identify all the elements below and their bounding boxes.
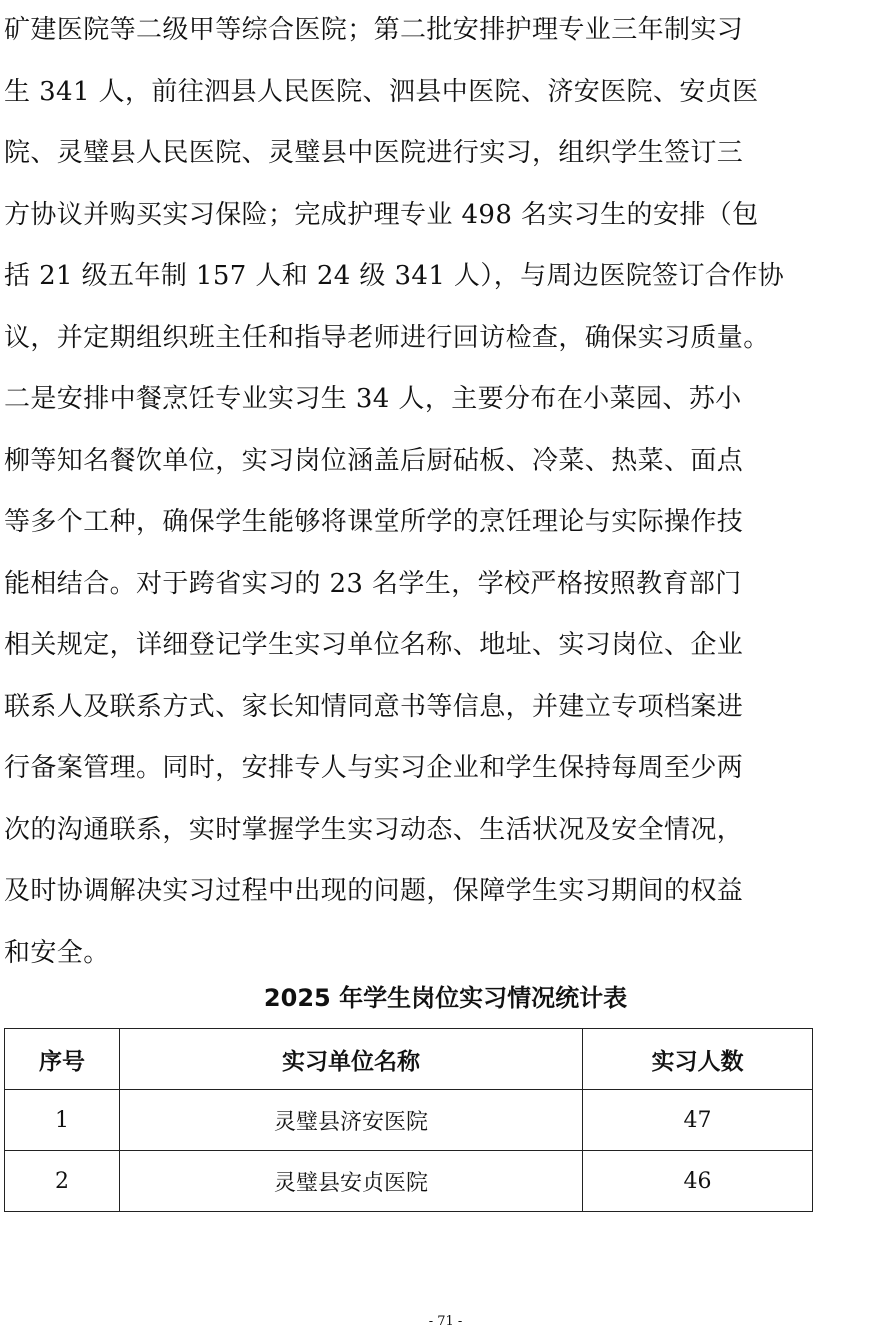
cell-unit-name: 灵璧县安贞医院 xyxy=(120,1151,583,1212)
page-number: - 71 - xyxy=(428,1314,463,1329)
paragraph-line: 联系人及联系方式、家长知情同意书等信息，并建立专项档案进 xyxy=(4,691,744,722)
header-intern-count: 实习人数 xyxy=(583,1029,813,1090)
paragraph-line: 柳等知名餐饮单位，实习岗位涵盖后厨砧板、冷菜、热菜、面点 xyxy=(4,445,744,476)
cell-no: 2 xyxy=(5,1151,120,1212)
internship-stats-table xyxy=(4,1028,813,1212)
paragraph-line: 二是安排中餐烹饪专业实习生 34 人，主要分布在小菜园、苏小 xyxy=(4,384,742,414)
paragraph-line: 次的沟通联系，实时掌握学生实习动态、生活状况及安全情况， xyxy=(4,814,744,845)
cell-unit-name: 灵璧县济安医院 xyxy=(120,1090,583,1151)
header-no: 序号 xyxy=(5,1029,120,1090)
cell-intern-count: 46 xyxy=(583,1151,813,1212)
paragraph-line: 及时协调解决实习过程中出现的问题，保障学生实习期间的权益 xyxy=(4,876,744,906)
paragraph-line: 院、灵璧县人民医院、灵璧县中医院进行实习，组织学生签订三 xyxy=(4,138,744,168)
paragraph-line: 生 341 人，前往泗县人民医院、泗县中医院、济安医院、安贞医 xyxy=(4,76,759,107)
body-paragraph xyxy=(4,0,872,984)
paragraph-line: 相关规定，详细登记学生实习单位名称、地址、实习岗位、企业 xyxy=(4,630,744,660)
table-row xyxy=(5,1090,813,1151)
cell-no: 1 xyxy=(5,1090,120,1151)
header-unit-name: 实习单位名称 xyxy=(120,1029,583,1090)
paragraph-line: 和安全。 xyxy=(4,937,110,968)
paragraph-line: 矿建医院等二级甲等综合医院；第二批安排护理专业三年制实习 xyxy=(4,15,744,45)
paragraph-line: 等多个工种，确保学生能够将课堂所学的烹饪理论与实际操作技 xyxy=(4,507,744,537)
paragraph-line: 方协议并购买实习保险；完成护理专业 498 名实习生的安排（包 xyxy=(4,199,759,230)
paragraph-line: 议，并定期组织班主任和指导老师进行回访检查，确保实习质量。 xyxy=(4,322,770,353)
paragraph-line: 括 21 级五年制 157 人和 24 级 341 人），与周边医院签订合作协 xyxy=(4,261,785,291)
cell-intern-count: 47 xyxy=(583,1090,813,1151)
paragraph-line: 行备案管理。同时，安排专人与实习企业和学生保持每周至少两 xyxy=(4,753,744,783)
table-header-row xyxy=(5,1029,813,1090)
table-row xyxy=(5,1151,813,1212)
table-title: 2025 年学生岗位实习情况统计表 xyxy=(263,984,628,1012)
paragraph-line: 能相结合。对于跨省实习的 23 名学生，学校严格按照教育部门 xyxy=(4,568,742,599)
